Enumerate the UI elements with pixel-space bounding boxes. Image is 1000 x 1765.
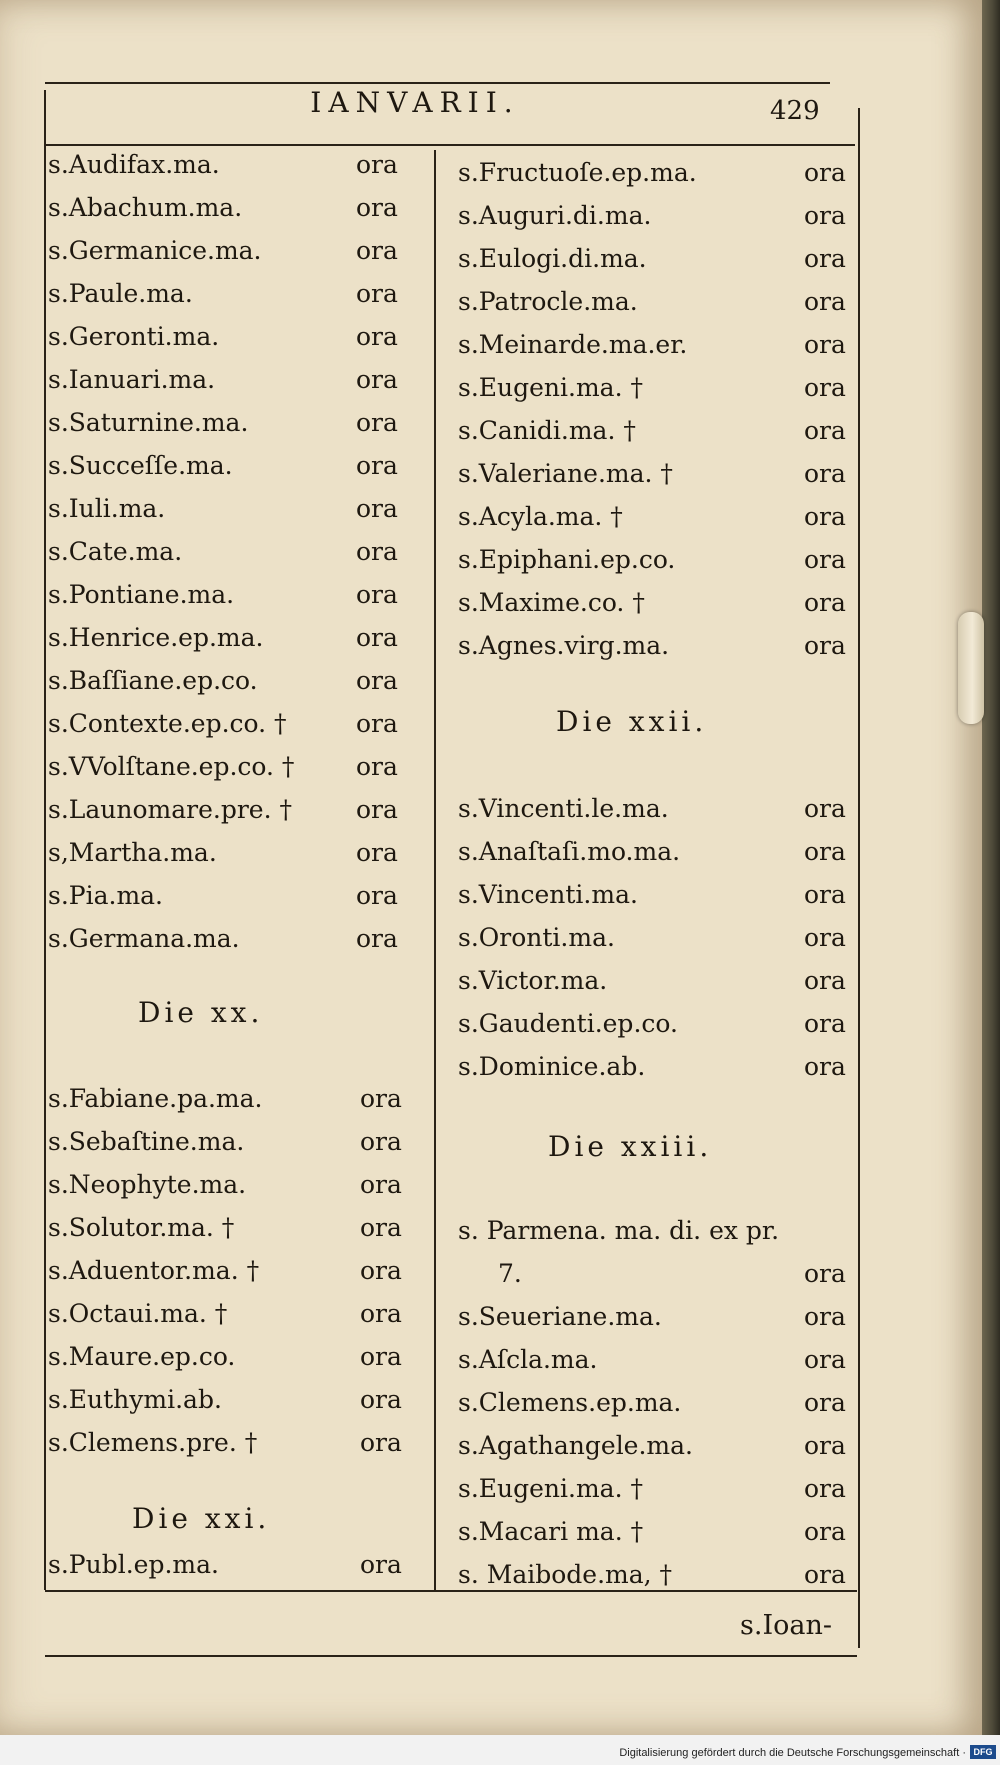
right-entry-name: s.Agnes.virg.ma. xyxy=(458,631,670,660)
left-entry-response: ora xyxy=(356,924,398,953)
right-entry-response: ora xyxy=(804,1431,846,1460)
dfg-logo: DFG xyxy=(970,1745,996,1759)
right-entry-name: s. Parmena. ma. di. ex pr. xyxy=(458,1216,780,1245)
left-entry-response: ora xyxy=(360,1428,402,1457)
left-entry-name: s.Baſſiane.ep.co. xyxy=(48,666,258,695)
left-entry-name: s.Iuli.ma. xyxy=(48,494,166,523)
right-entry-response: ora xyxy=(804,373,846,402)
right-entry-name: s.Eugeni.ma. † xyxy=(458,1474,643,1503)
left-entry-response: ora xyxy=(360,1170,402,1199)
right-entry-name: s.Gaudenti.ep.co. xyxy=(458,1009,678,1038)
running-title: IANVARII. xyxy=(310,86,520,119)
left-entry-name: s.Pia.ma. xyxy=(48,881,164,910)
right-entry-name: s.Victor.ma. xyxy=(458,966,608,995)
day-heading-xxiii: Die xxiii. xyxy=(548,1130,713,1163)
left-entry-response: ora xyxy=(356,580,398,609)
right-entry-response: ora xyxy=(804,1302,846,1331)
right-entry-response: ora xyxy=(804,837,846,866)
day-heading-xx: Die xx. xyxy=(138,996,264,1029)
right-entry-response: ora xyxy=(804,794,846,823)
left-entry-name: s.Germana.ma. xyxy=(48,924,240,953)
right-entry-name: s.Macari ma. † xyxy=(458,1517,644,1546)
right-entry-response: ora xyxy=(804,201,846,230)
left-entry-response: ora xyxy=(356,365,398,394)
left-entry-name: s.Saturnine.ma. xyxy=(48,408,249,437)
left-entry-name: s.Succeſſe.ma. xyxy=(48,451,233,480)
left-entry-name: s.Neophyte.ma. xyxy=(48,1170,247,1199)
left-entry-name: s.Audifax.ma. xyxy=(48,150,220,179)
right-entry-name: s.Patrocle.ma. xyxy=(458,287,638,316)
left-entry-name: s.Geronti.ma. xyxy=(48,322,220,351)
right-entry-name: s.Vincenti.le.ma. xyxy=(458,794,669,823)
right-entry-continuation: 7. xyxy=(498,1259,522,1288)
right-entry-response: ora xyxy=(804,1388,846,1417)
page-number: 429 xyxy=(770,96,820,126)
left-entry-name: s,Martha.ma. xyxy=(48,838,217,867)
left-entry-name: s.Maure.ep.co. xyxy=(48,1342,236,1371)
left-entry-name: s.Cate.ma. xyxy=(48,537,183,566)
left-entry-response: ora xyxy=(360,1256,402,1285)
left-entry-name: s.Abachum.ma. xyxy=(48,193,243,222)
left-entry-name: s.Fabiane.pa.ma. xyxy=(48,1084,263,1113)
left-entry-name: s.Clemens.pre. † xyxy=(48,1428,258,1457)
day-heading-xxii: Die xxii. xyxy=(556,705,708,738)
left-entry-response: ora xyxy=(356,451,398,480)
right-entry-response: ora xyxy=(804,287,846,316)
bottom-rule-2 xyxy=(45,1655,857,1657)
left-entry-response: ora xyxy=(356,795,398,824)
right-entry-response: ora xyxy=(804,1474,846,1503)
right-entry-name: s.Oronti.ma. xyxy=(458,923,615,952)
right-entry-name: s.Fructuoſe.ep.ma. xyxy=(458,158,697,187)
right-entry-name: s.Clemens.ep.ma. xyxy=(458,1388,682,1417)
column-divider xyxy=(434,150,436,1590)
right-border xyxy=(858,108,860,1648)
right-entry-name: s.Eugeni.ma. † xyxy=(458,373,643,402)
left-entry-name: s.Octaui.ma. † xyxy=(48,1299,228,1328)
right-entry-name: s.Seueriane.ma. xyxy=(458,1302,662,1331)
top-rule xyxy=(45,82,830,84)
left-entry-response: ora xyxy=(360,1550,402,1579)
right-entry-name: s.Dominice.ab. xyxy=(458,1052,646,1081)
left-entry-response: ora xyxy=(356,236,398,265)
left-entry-response: ora xyxy=(356,150,398,179)
digitization-credit: Digitalisierung gefördert durch die Deutsche Forschungsgemeinschaft · xyxy=(619,1747,966,1759)
right-entry-response: ora xyxy=(804,1259,846,1288)
right-entry-response: ora xyxy=(804,966,846,995)
left-entry-name: s.Euthymi.ab. xyxy=(48,1385,222,1414)
right-entry-response: ora xyxy=(804,1345,846,1374)
left-entry-response: ora xyxy=(356,494,398,523)
left-entry-name: s.Contexte.ep.co. † xyxy=(48,709,287,738)
left-entry-response: ora xyxy=(356,623,398,652)
left-entry-name: s.Pontiane.ma. xyxy=(48,580,235,609)
left-entry-response: ora xyxy=(360,1299,402,1328)
left-entry-response: ora xyxy=(356,881,398,910)
right-entry-name: s.Maxime.co. † xyxy=(458,588,645,617)
left-entry-name: s.Henrice.ep.ma. xyxy=(48,623,264,652)
bottom-rule xyxy=(45,1590,857,1592)
left-entry-name: s.Paule.ma. xyxy=(48,279,193,308)
left-entry-response: ora xyxy=(360,1084,402,1113)
right-entry-response: ora xyxy=(804,880,846,909)
left-entry-response: ora xyxy=(360,1385,402,1414)
left-entry-name: s.Ianuari.ma. xyxy=(48,365,216,394)
left-entry-response: ora xyxy=(356,709,398,738)
right-entry-response: ora xyxy=(804,416,846,445)
left-entry-response: ora xyxy=(356,537,398,566)
left-entry-response: ora xyxy=(360,1127,402,1156)
right-entry-response: ora xyxy=(804,459,846,488)
left-entry-response: ora xyxy=(356,666,398,695)
right-entry-name: s.Vincenti.ma. xyxy=(458,880,638,909)
catchword: s.Ioan- xyxy=(740,1610,832,1641)
left-entry-response: ora xyxy=(356,408,398,437)
right-entry-response: ora xyxy=(804,545,846,574)
left-entry-response: ora xyxy=(360,1342,402,1371)
right-entry-name: s.Eulogi.di.ma. xyxy=(458,244,647,273)
left-entry-response: ora xyxy=(356,279,398,308)
left-entry-name: s.Sebaſtine.ma. xyxy=(48,1127,245,1156)
right-entry-response: ora xyxy=(804,923,846,952)
day-heading-xxi: Die xxi. xyxy=(132,1502,271,1535)
right-entry-name: s.Agathangele.ma. xyxy=(458,1431,693,1460)
left-entry-response: ora xyxy=(356,193,398,222)
right-entry-response: ora xyxy=(804,158,846,187)
right-entry-response: ora xyxy=(804,502,846,531)
right-entry-name: s.Valeriane.ma. † xyxy=(458,459,673,488)
right-entry-name: s. Maibode.ma, † xyxy=(458,1560,673,1589)
left-entry-response: ora xyxy=(360,1213,402,1242)
left-entry-response: ora xyxy=(356,838,398,867)
left-entry-name: s.Solutor.ma. † xyxy=(48,1213,235,1242)
left-entry-response: ora xyxy=(356,752,398,781)
left-entry-response: ora xyxy=(356,322,398,351)
left-entry-name: s.Launomare.pre. † xyxy=(48,795,292,824)
right-entry-response: ora xyxy=(804,1560,846,1589)
right-entry-response: ora xyxy=(804,1009,846,1038)
page-edge xyxy=(982,0,1000,1735)
left-entry-name: s.VVolſtane.ep.co. † xyxy=(48,752,295,781)
left-entry-name: s.Publ.ep.ma. xyxy=(48,1550,219,1579)
left-border xyxy=(44,90,46,1590)
left-entry-name: s.Aduentor.ma. † xyxy=(48,1256,260,1285)
right-entry-response: ora xyxy=(804,588,846,617)
right-entry-name: s.Meinarde.ma.er. xyxy=(458,330,688,359)
header-rule xyxy=(45,144,855,146)
left-entry-name: s.Germanice.ma. xyxy=(48,236,262,265)
right-entry-response: ora xyxy=(804,330,846,359)
right-entry-response: ora xyxy=(804,1517,846,1546)
right-entry-name: s.Anaſtaſi.mo.ma. xyxy=(458,837,681,866)
right-entry-response: ora xyxy=(804,1052,846,1081)
right-entry-name: s.Canidi.ma. † xyxy=(458,416,636,445)
right-entry-name: s.Epiphani.ep.co. xyxy=(458,545,676,574)
right-entry-name: s.Aſcla.ma. xyxy=(458,1345,598,1374)
right-entry-response: ora xyxy=(804,244,846,273)
right-entry-name: s.Auguri.di.ma. xyxy=(458,201,652,230)
right-entry-response: ora xyxy=(804,631,846,660)
page-tab xyxy=(958,612,984,724)
right-entry-name: s.Acyla.ma. † xyxy=(458,502,623,531)
